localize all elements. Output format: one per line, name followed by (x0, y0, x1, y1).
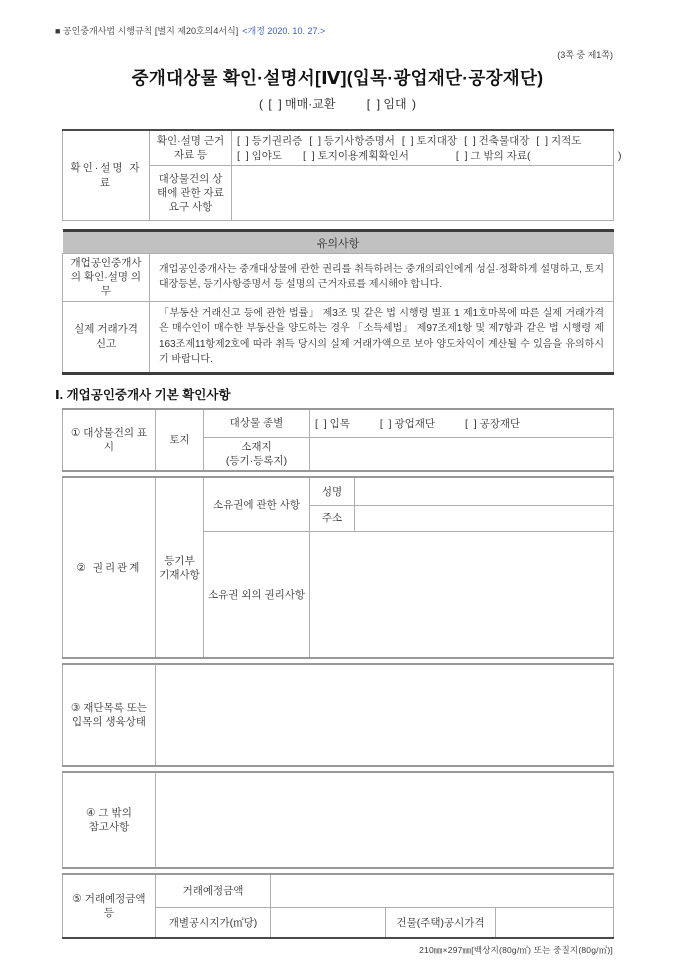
section1-heading: Ⅰ. 개업공인중개사 기본 확인사항 (55, 387, 231, 402)
item5-land-price-label: 개별공시지가(㎡당) (156, 907, 271, 938)
duty-text: 개업공인중개사는 중개대상물에 관한 권리를 취득하려는 중개의뢰인에게 성실·정확하게 설명하고, 토지대장등본, 등기사항증명서 등 설명의 근거자료를 제시해야 합니다. (150, 254, 614, 302)
duty-label: 개업공인중개사의 확인·설명 의무 (63, 254, 150, 302)
checkbox-factory-foundation[interactable]: [ ] 공장재단 (465, 417, 521, 430)
checkbox-land-ledger[interactable]: [ ] 토지대장 (401, 135, 458, 147)
item3-table (62, 663, 614, 767)
checkbox-land-use-plan[interactable]: [ ] 토지이용계획확인서 (303, 150, 409, 162)
item2-address-value[interactable] (355, 505, 614, 531)
item4-label: ④ 그 밖의 참고사항 (63, 772, 156, 868)
item2-table (62, 476, 614, 659)
evidence-label: 확인·설명 근거자료 등 (150, 130, 232, 166)
notice-header: 유의사항 (63, 231, 614, 254)
item1-land-label: 토지 (156, 409, 204, 472)
subtitle-open-paren: ( (259, 97, 264, 111)
item4-value[interactable] (156, 772, 614, 868)
checkbox-cadastral-map[interactable]: [ ] 지적도 (536, 135, 582, 147)
item1-location-label: 소재지 (등기·등록지) (204, 438, 310, 472)
price-report-text: 「부동산 거래신고 등에 관한 법률」 제3조 및 같은 법 시행령 별표 1 제1호마목에 따른 실제 거래가격은 매수인이 매수한 부동산을 양도하는 경우 「소득세법」 제97조제1항 및 제7항과 같은 법 시행령 제163조제11항제2호에 따라 취득 당시의 실제 거래가액으로 보아 양도차익이 계산될 수 있음을 유의하시기 바랍니다. (150, 301, 614, 373)
item1-table (62, 408, 614, 473)
checkbox-forest-map[interactable]: [ ] 임야도 (237, 150, 283, 162)
notice-table (62, 229, 614, 375)
item1-location-value[interactable] (310, 438, 614, 472)
materials-row-header: 확인·설명 자료 (63, 130, 150, 221)
price-report-label: 실제 거래가격 신고 (63, 301, 150, 373)
checkbox-deal-sale-exchange[interactable]: [ ] 매매·교환 (268, 97, 336, 111)
paper-spec-note: 210㎜×297㎜[백상지(80g/㎡) 또는 중질지(80g/㎡)] (419, 945, 613, 956)
item2-other-rights-label: 소유권 외의 권리사항 (204, 531, 310, 658)
item3-label: ③ 재단목록 또는 입목의 생육상태 (63, 664, 156, 766)
checkbox-other-docs[interactable]: [ ] 그 밖의 자료( ) (455, 150, 622, 162)
subtitle-close-paren: ) (411, 97, 416, 111)
item5-price-value[interactable] (271, 874, 614, 907)
item1-types-cell (310, 409, 614, 438)
item2-name-value[interactable] (355, 477, 614, 505)
item2-other-rights-value[interactable] (310, 531, 614, 658)
item2-address-label: 주소 (310, 505, 355, 531)
form-note: ■ 공인중개사법 시행규칙 [별지 제20호의4서식] (55, 26, 239, 36)
request-value-cell[interactable] (232, 166, 614, 221)
deal-type-row (62, 95, 613, 112)
request-label: 대상물건의 상태에 관한 자료요구 사항 (150, 166, 232, 221)
item4-table (62, 771, 614, 869)
item2-ownership-label: 소유권에 관한 사항 (204, 477, 310, 531)
revision-note: <개정 2020. 10. 27.> (242, 26, 326, 36)
item1-type-label: 대상물 종별 (204, 409, 310, 438)
form-title: 중개대상물 확인·설명서[Ⅳ](입목·광업재단·공장재단) (131, 68, 544, 88)
form-note-row (55, 24, 613, 37)
evidence-docs-cell (232, 130, 622, 166)
item5-table (62, 873, 614, 939)
materials-table (62, 129, 622, 221)
checkbox-building-ledger[interactable]: [ ] 건축물대장 (464, 135, 530, 147)
item5-building-price-value[interactable] (496, 907, 614, 938)
item5-label: ⑤ 거래예정금액 등 (63, 874, 156, 938)
item5-land-price-value[interactable] (271, 907, 386, 938)
item3-value[interactable] (156, 664, 614, 766)
item5-price-label: 거래예정금액 (156, 874, 271, 907)
checkbox-standing-timber[interactable]: [ ] 입목 (315, 417, 350, 430)
item1-label: ① 대상물건의 표시 (63, 409, 156, 472)
checkbox-mining-foundation[interactable]: [ ] 광업재단 (379, 417, 436, 430)
checkbox-registry-cert[interactable]: [ ] 등기사항증명서 (309, 135, 395, 147)
item5-building-price-label: 건물(주택)공시가격 (386, 907, 496, 938)
item2-label: ② 권리관계 (63, 477, 156, 658)
page-indicator: (3쪽 중 제1쪽) (557, 50, 613, 60)
checkbox-deed[interactable]: [ ] 등기권리증 (237, 135, 303, 147)
item2-register-label: 등기부 기재사항 (156, 477, 204, 658)
checkbox-deal-lease[interactable]: [ ] 임대 (366, 97, 407, 111)
item2-name-label: 성명 (310, 477, 355, 505)
